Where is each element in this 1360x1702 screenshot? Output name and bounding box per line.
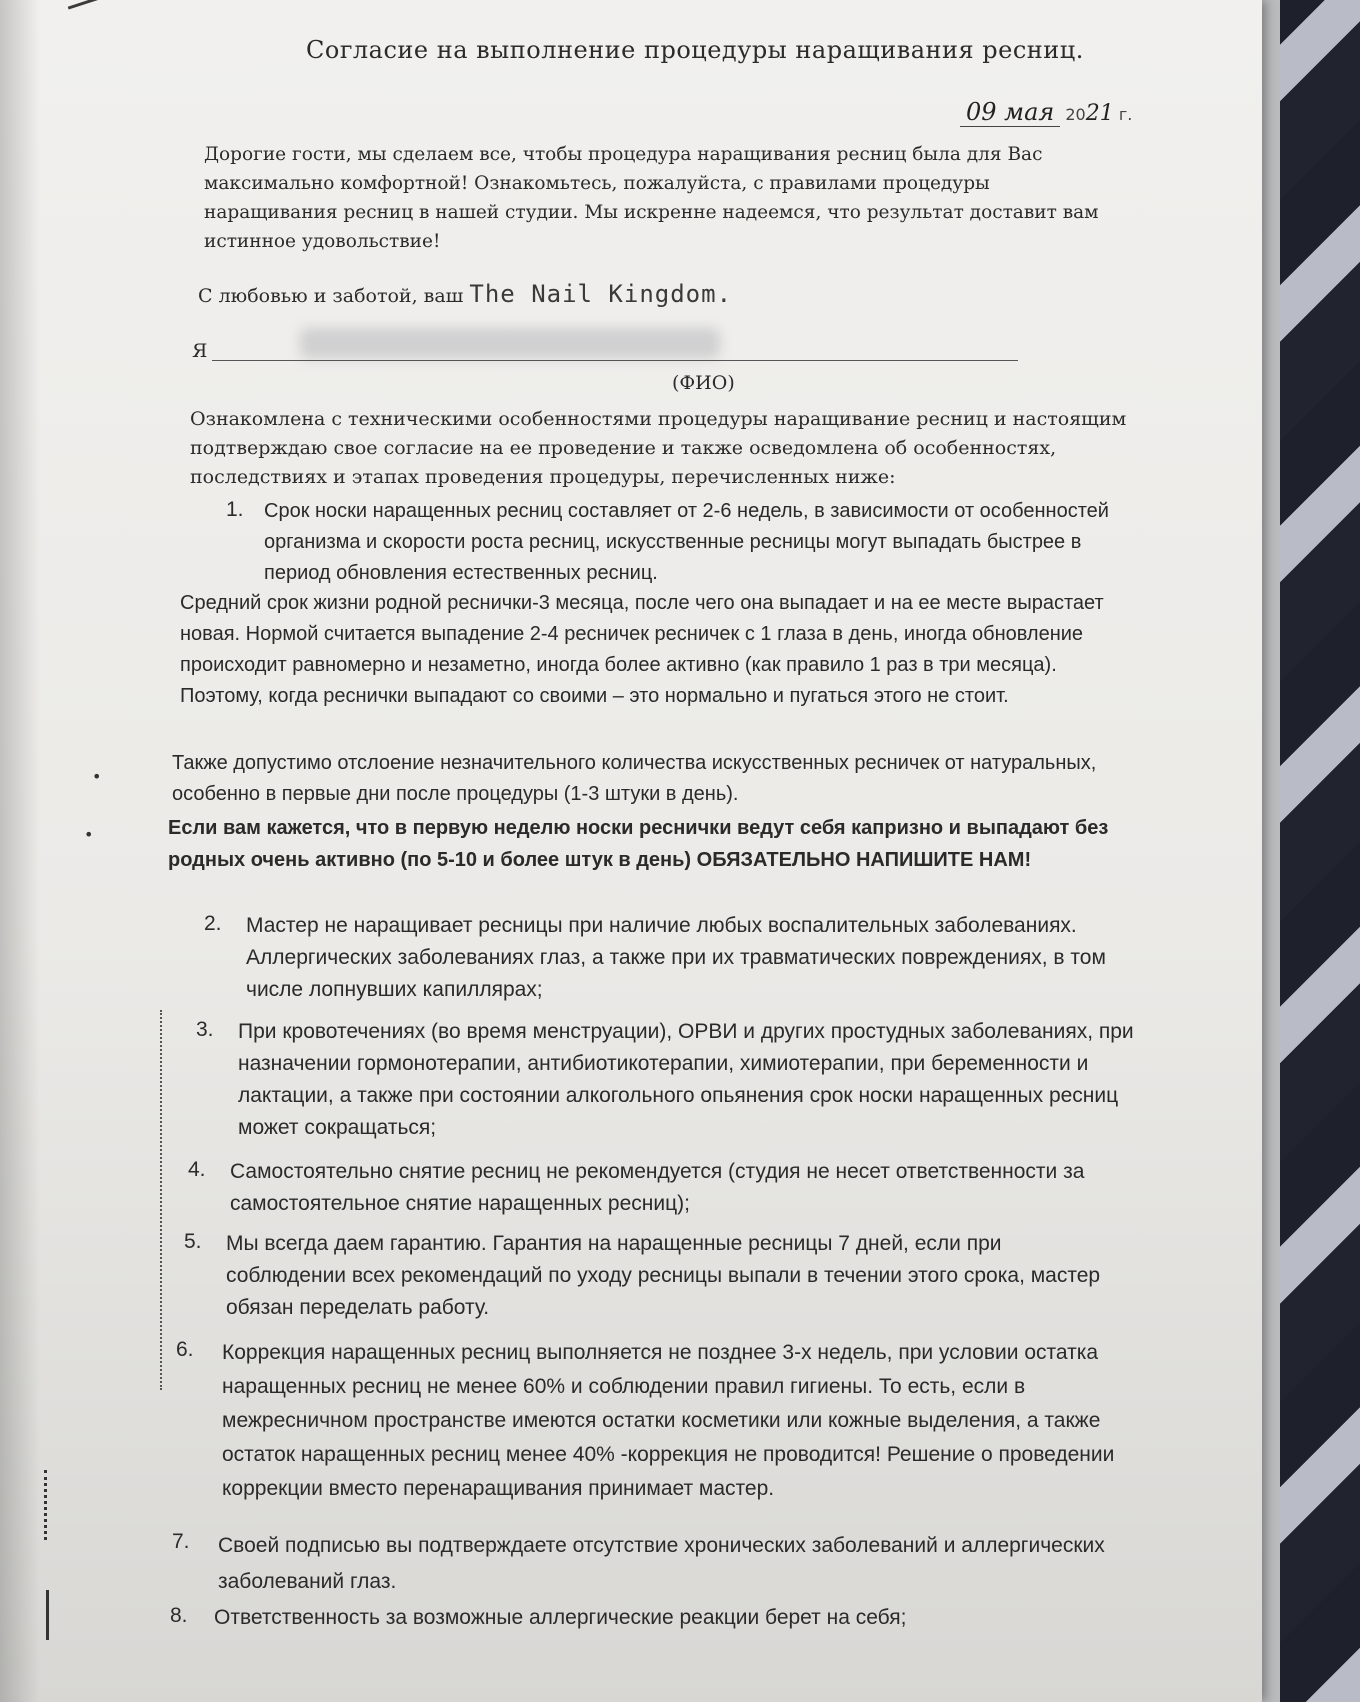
list-item [238, 1016, 1134, 1144]
item-line: самостоятельное снятие наращенных ресниц); [230, 1192, 690, 1215]
item-line: Своей подписью вы подтверждаете отсутствие хронических заболеваний и аллергических [218, 1534, 1105, 1557]
document-title: Согласие на выполнение процедуры наращивания ресниц. [306, 36, 1084, 64]
ack-line: последствиях и этапах проведения процедуры, перечисленных ниже: [190, 466, 896, 488]
fio-caption: (ФИО) [672, 372, 735, 394]
list-item [246, 910, 1106, 1006]
item-number: 4. [188, 1158, 206, 1181]
ack-line: подтверждаю свое согласие на ее проведение и также осведомлена об особенностях, [190, 437, 1057, 459]
item-line: лактации, а также при состоянии алкогольного опьянения срок носки наращенных ресниц [238, 1084, 1119, 1107]
signoff-prefix: С любовью и заботой, ваш [198, 285, 464, 307]
para-line: Поэтому, когда реснички выпадают со своими – это нормально и пугаться этого не стоит. [180, 685, 1009, 707]
item-number: 2. [204, 912, 222, 935]
item-line: Ответственность за возможные аллергические реакции берет на себя; [214, 1606, 907, 1629]
item-number: 5. [184, 1230, 202, 1253]
item-line: Аллергических заболеваниях глаз, а также при их травматических повреждениях, в том [246, 946, 1106, 969]
margin-pen-stroke [160, 1010, 170, 1390]
item-line: Мастер не наращивает ресницы при наличие любых воспалительных заболеваниях. [246, 914, 1077, 937]
list-item [230, 1156, 1084, 1220]
item-number: 1. [226, 498, 244, 521]
date-suffix: г. [1118, 105, 1133, 124]
item-line: Самостоятельно снятие ресниц не рекомендуется (студия не несет ответственности за [230, 1160, 1085, 1183]
warning-line: родных очень активно (по 5-10 и более штук в день) ОБЯЗАТЕЛЬНО НАПИШИТЕ НАМ! [168, 849, 1032, 871]
acknowledgement-paragraph [190, 405, 1210, 492]
item-number: 3. [196, 1018, 214, 1041]
para-line: Средний срок жизни родной реснички-3 месяца, после чего она выпадает и на ее месте вырастает [180, 592, 1104, 614]
item-line: обязан переделать работу. [226, 1296, 490, 1319]
item-line: остаток наращенных ресниц менее 40% -коррекция не проводится! Решение о проведении [222, 1443, 1115, 1466]
item-line: назначении гормонотерапии, антибиотикотерапии, химиотерапии, при беременности и [238, 1052, 1089, 1075]
intro-line: Дорогие гости, мы сделаем все, чтобы процедура наращивания ресниц была для Вас [204, 144, 1043, 165]
para-line: Также допустимо отслоение незначительного количества искусственных ресничек от натуральных, [172, 752, 1097, 774]
ack-line: Ознакомлена с техническими особенностями процедуры наращивание ресниц и настоящим [190, 408, 1127, 430]
intro-paragraph [204, 140, 1184, 256]
date-year: 21 [1085, 101, 1114, 126]
lifespan-paragraph [180, 588, 1104, 712]
margin-pen-stroke [44, 1470, 51, 1540]
para-line: новая. Нормой считается выпадение 2-4 ресничек ресничек с 1 глаза в день, иногда обновление [180, 623, 1084, 645]
detach-paragraph [172, 748, 1096, 810]
item-line: Коррекция наращенных ресниц выполняется не позднее 3-х недель, при условии остатка [222, 1341, 1099, 1364]
item-line: коррекции вместо перенаращивания принимает мастер. [222, 1477, 775, 1500]
intro-line: истинное удовольствие! [204, 231, 441, 252]
redacted-name [300, 328, 720, 358]
item-line: межресничном пространстве имеются остатки косметики или кожные выделения, а также [222, 1409, 1101, 1432]
list-item [264, 496, 1109, 589]
list-item [222, 1336, 1114, 1506]
warning-paragraph [168, 812, 1108, 876]
list-item [226, 1228, 1100, 1324]
list-item [214, 1602, 906, 1634]
item-number: 8. [170, 1604, 188, 1627]
date-day-month: 09 мая [960, 98, 1060, 127]
signoff [198, 280, 732, 308]
intro-line: наращивания ресниц в нашей студии. Мы искренне надеемся, что результат доставит вам [204, 202, 1099, 223]
warning-line: Если вам кажется, что в первую неделю носки реснички ведут себя капризно и выпадают без [168, 817, 1109, 839]
para-line: особенно в первые дни после процедуры (1-3 штуки в день). [172, 783, 739, 805]
item-number: 6. [176, 1338, 194, 1361]
item-line: соблюдении всех рекомендаций по уходу ресницы выпали в течении этого срока, мастер [226, 1264, 1101, 1287]
pen-mark [68, 0, 113, 27]
margin-dot: • [84, 825, 94, 844]
page-shadow [0, 0, 40, 1702]
item-line: Мы всегда даем гарантию. Гарантия на наращенные ресницы 7 дней, если при [226, 1232, 1002, 1255]
item-number: 7. [172, 1530, 190, 1553]
para-line: происходит равномерно и незаметно, иногда более активно (как правило 1 раз в три месяца). [180, 654, 1057, 676]
margin-pen-stroke [46, 1590, 53, 1640]
date-field [960, 98, 1132, 126]
margin-dot: • [92, 767, 102, 786]
item-line: наращенных ресниц не менее 60% и соблюдении правил гигиены. То есть, если в [222, 1375, 1026, 1398]
item-line: Срок носки наращенных ресниц составляет от 2-6 недель, в зависимости от особенностей [264, 500, 1109, 522]
item-line: При кровотечениях (во время менструации), ОРВИ и других простудных заболеваниях, при [238, 1020, 1134, 1043]
name-field-line [212, 360, 1018, 361]
intro-line: максимально комфортной! Ознакомьтесь, пожалуйста, с правилами процедуры [204, 173, 990, 194]
item-line: числе лопнувших капиллярах; [246, 978, 543, 1001]
studio-name: The Nail Kingdom. [469, 280, 733, 308]
item-line: может сокращаться; [238, 1116, 437, 1139]
item-line: организма и скорости роста ресниц, искусственные ресницы могут выпадать быстрее в [264, 531, 1082, 553]
date-year-prefix: 20 [1065, 105, 1086, 124]
list-item [218, 1528, 1105, 1600]
item-line: период обновления естественных ресниц. [264, 562, 658, 584]
name-label: Я [192, 340, 208, 362]
item-line: заболеваний глаз. [218, 1570, 397, 1593]
